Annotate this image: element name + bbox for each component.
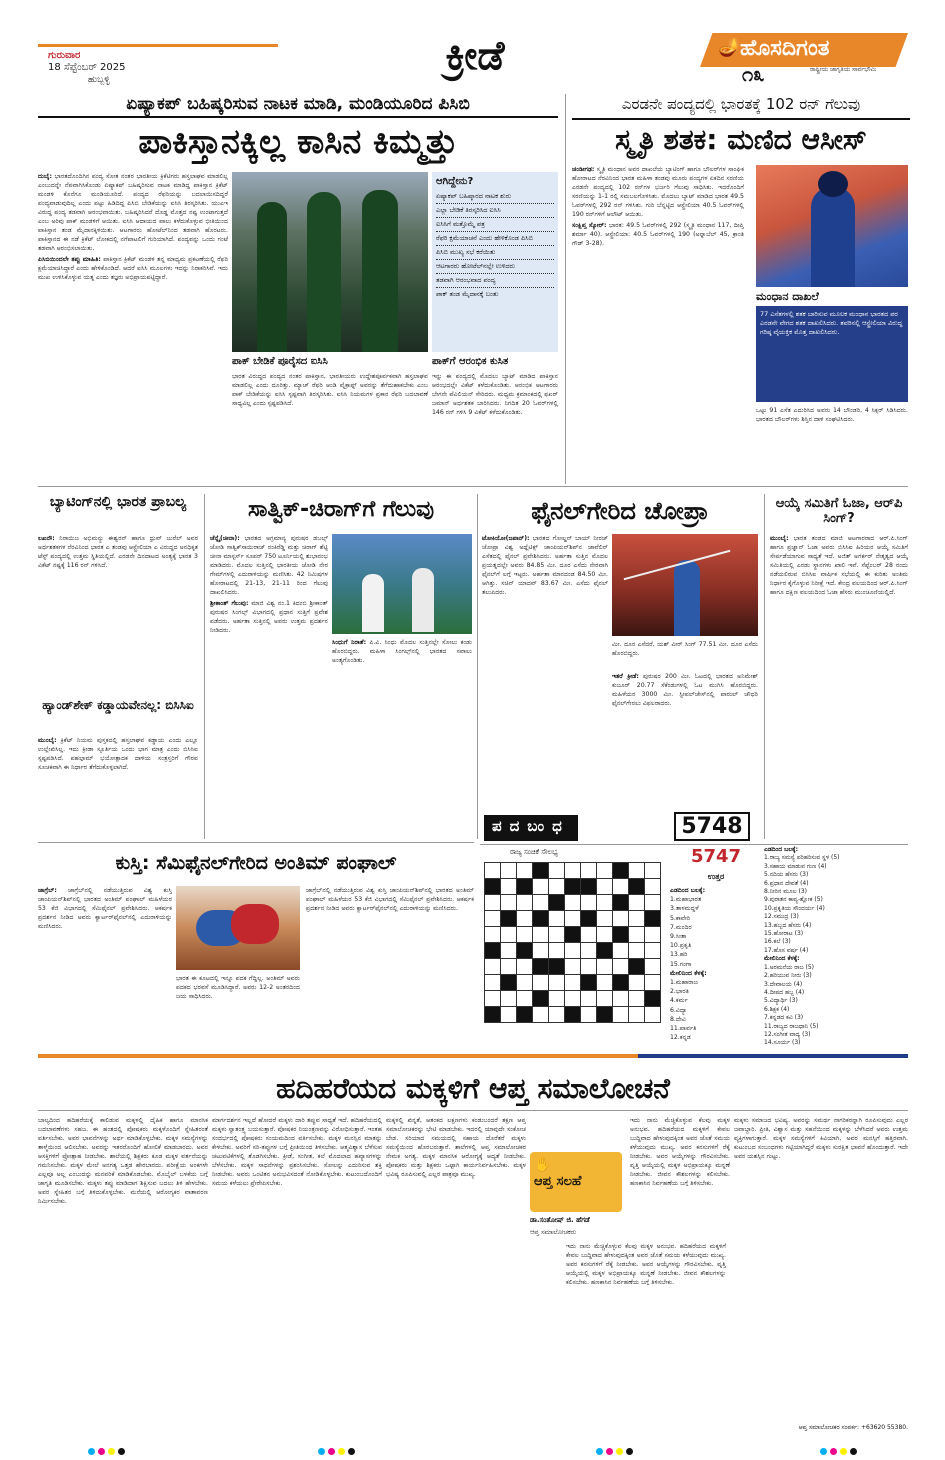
story8-text: ಜಾಗ್ರೆಬ್‌ನಲ್ಲಿ ನಡೆಯುತ್ತಿರುವ ವಿಶ್ವ ಕುಸ್ತಿ ಚಾಂಪಿಯನ್‌ಶಿಪ್‌ನಲ್ಲಿ ಭಾರತದ ಅಂತಿಮ್ ಪಂಘಾಲ್ ಮಹಿಳೆಯರ 53 ಕೆಜಿ ವಿಭಾಗದಲ್ಲಿ ಸೆಮಿಫೈನಲ್ ಪ್ರವೇಶಿಸಿದರು. ಆಕರ್ಷಕ ಪ್ರದರ್ಶನ ನೀಡಿದ ಅವರು ಕ್ವಾರ್ಟರ್‌ಫೈನಲ್‌ನಲ್ಲಿ ಎದುರಾಳಿಯನ್ನು ಮಣಿಸಿದರು. bbox=[38, 887, 172, 930]
clue-item: 5.ನದಿಯ ಹೆಸರು (3) bbox=[764, 871, 809, 879]
player-2 bbox=[307, 192, 341, 352]
print-registration-dots bbox=[820, 1440, 860, 1459]
story5-text: ಭಾರತದ ಅಗ್ರಮಾನ್ಯ ಪುರುಷರ ಡಬಲ್ಸ್ ಜೋಡಿ ಸಾತ್ವಿಕ್‌ಸಾಯಿರಾಜ್ ರಂಕಿರೆಡ್ಡಿ ಮತ್ತು ಚಿರಾಗ್ ಶೆಟ್ಟಿ ಚೀನಾ ಮಾಸ್ಟರ್ಸ್ ಸೂಪರ್ 750 ಟೂರ್ನಿಯಲ್ಲಿ ಶುಭಾರಂಭ ಮಾಡಿದರು. ಮೊದಲ ಸುತ್ತಿನಲ್ಲಿ ಭಾರತೀಯ ಜೋಡಿ ನೇರ ಗೇಮ್‌ಗಳಲ್ಲಿ ಎದುರಾಳಿಯನ್ನು ಮಣಿಸಿತು. 42 ನಿಮಿಷಗಳ ಹೋರಾಟದಲ್ಲಿ 21-13, 21-11 ರಿಂದ ಗೆಲುವು ದಾಖಲಿಸಿದರು. bbox=[210, 535, 328, 596]
story5-dateline: ಚೆನ್ನೈ(ಚೀನಾ): bbox=[210, 535, 240, 542]
story3-text: ನಿರಾಯಿಜ ಅಭಿಮನ್ಯು ಈಶ್ವರನ್ ಹಾಗೂ ಧ್ರುವ್ ಜುರೆಲ್ ಅವರ ಅರ್ಧಶತಕಗಳ ನೆರವಿನಿಂದ ಭಾರತ ಎ ತಂಡವು ಆಸ್ಟ್ರೇಲಿಯಾ ಎ ವಿರುದ್ಧದ ಅನಧಿಕೃತ ಟೆಸ್ಟ್ ಪಂದ್ಯದಲ್ಲಿ ಉತ್ತಮ ಸ್ಥಿತಿಯಲ್ಲಿದೆ. ಎರಡನೇ ದಿನದಾಟದ ಅಂತ್ಯಕ್ಕೆ ಭಾರತ 3 ವಿಕೆಟ್ ನಷ್ಟಕ್ಕೆ 116 ರನ್ ಗಳಿಸಿದೆ. bbox=[38, 535, 198, 569]
story4-dateline: ಮುಂಬೈ: bbox=[38, 737, 57, 744]
story8-body bbox=[38, 886, 172, 1046]
clue-item: 12.ಸಂಗೀತ ವಾದ್ಯ (3) bbox=[764, 1030, 811, 1038]
answer-item: 12.ಕನ್ನಡ bbox=[670, 1034, 691, 1042]
answers-across-title: ಎಡದಿಂದ ಬಲಕ್ಕೆ: bbox=[670, 887, 706, 894]
clue-item: 3.ಸಹಾಯ ಮಾಡುವ ಗುಣ (4) bbox=[764, 862, 827, 870]
clue-item: 1.ರಾಜ್ಯ ಸಮಸ್ಯೆ ಪರಿಹರಿಸುವ ಸ್ಥಳ (5) bbox=[764, 854, 840, 862]
chopra-photo bbox=[612, 534, 758, 636]
lamp-icon: 🪔 bbox=[718, 37, 741, 58]
player-2 bbox=[412, 568, 434, 632]
story9-col1: ಬಾಲ್ಯದಿಂದ ಹದಿಹರೆಯಕ್ಕೆ ಕಾಲಿಡುವ ಮಕ್ಕಳಲ್ಲಿ ದೈಹಿಕ ಹಾಗೂ ಮಾನಸಿಕ ಬದಲಾವಣೆಗಳು ಸಹಜ. ಈ ಹಂತದಲ್ಲಿ ಪೋಷಕರು ಮಕ್ಕಳೊಂದಿಗೆ ಸ್ನೇಹಿತರಂತೆ ವರ್ತಿಸಬೇಕು. ಅವರ ಭಾವನೆಗಳನ್ನು ಅರ್ಥ ಮಾಡಿಕೊಳ್ಳಬೇಕು. ಮಕ್ಕಳ ಸಮಸ್ಯೆಗಳನ್ನು ತಾಳ್ಮೆಯಿಂದ ಆಲಿಸಬೇಕು. ಅವರನ್ನು ಇತರರೊಂದಿಗೆ ಹೋಲಿಕೆ ಮಾಡಬಾರದು. ಅವರ ಆಸಕ್ತಿಗಳಿಗೆ ಪ್ರೋತ್ಸಾಹ ನೀಡಬೇಕು. ಶಾಲೆಯಲ್ಲಿ ಶಿಕ್ಷಕರು ಕೂಡ ಮಕ್ಕಳ ವರ್ತನೆಯನ್ನು ಗಮನಿಸಬೇಕು. ಮಕ್ಕಳ ಮೇಲೆ ಅನಗತ್ಯ ಒತ್ತಡ ಹೇರಬಾರದು. ಪರೀಕ್ಷೆಯ ಅಂಕಗಳೇ ಎಲ್ಲವೂ ಅಲ್ಲ ಎಂಬುದನ್ನು ಮನವರಿಕೆ ಮಾಡಿಕೊಡಬೇಕು. ಮೊಬೈಲ್ ಬಳಕೆಯ ಬಗ್ಗೆ ಜಾಗೃತಿ ಮೂಡಿಸಬೇಕು. ಮಕ್ಕಳು ತಪ್ಪು ಮಾಡಿದಾಗ ಶಿಕ್ಷಿಸುವ ಬದಲು ತಿಳಿ ಹೇಳಬೇಕು. ಅವರ ಸ್ನೇಹಿತರ ಬಗ್ಗೆ ತಿಳಿದುಕೊಳ್ಳಬೇಕು. ಮನೆಯಲ್ಲಿ ಆರೋಗ್ಯಕರ ವಾತಾವರಣ ನಿರ್ಮಿಸಬೇಕು. bbox=[38, 1117, 208, 1205]
story2-dateline: ಚಂಡೀಗಢ: bbox=[572, 166, 595, 173]
story9-col5: ಮಕ್ಕಳು ಸಮಾಜದ ಭವಿಷ್ಯ. ಅವರನ್ನು ಸಮರ್ಥ ನಾಗರಿಕರನ್ನಾಗಿ ರೂಪಿಸುವುದು ಎಲ್ಲರ ಜವಾಬ್ದಾರಿ. ಪ್ರೀತಿ, ವಿಶ್ವಾಸ ಮತ್ತು ಸಹನೆಯಿಂದ ಮಕ್ಕಳನ್ನು ಬೆಳೆಸಿದರೆ ಅವರು ಉತ್ತಮ ವ್ಯಕ್ತಿಗಳಾಗುತ್ತಾರೆ. ಮಕ್ಕಳ ಸಮಸ್ಯೆಗಳಿಗೆ ಕಿವಿಯಾಗಿ, ಅವರ ಮನಸ್ಸಿಗೆ ಹತ್ತಿರವಾಗಿ. ಕುಟುಂಬದ ಸಂಬಂಧಗಳು ಗಟ್ಟಿಯಾಗಿದ್ದರೆ ಮಕ್ಕಳು ಸುರಕ್ಷಿತ ಭಾವನೆ ಹೊಂದುತ್ತಾರೆ. ಇದೇ ಅವರ ಯಶಸ್ಸಿನ ಗುಟ್ಟು. bbox=[734, 1117, 908, 1160]
story9-headline: ಹದಿಹರೆಯದ ಮಕ್ಕಳಿಗೆ ಆಪ್ತ ಸಮಾಲೋಚನೆ bbox=[276, 1072, 670, 1105]
player-1 bbox=[362, 574, 384, 632]
story5-body bbox=[210, 534, 328, 834]
clue-item: ಎಡದಿಂದ ಬಲಕ್ಕೆ: bbox=[764, 846, 799, 853]
clue-item: 3.ದೇವಾಲಯ (4) bbox=[764, 980, 803, 988]
story6-text: ಭಾರತದ ಗೋಲ್ಡನ್ ಬಾಯ್ ನೀರಜ್ ಚೋಪ್ರಾ ವಿಶ್ವ ಅಥ್ಲೆಟಿಕ್ಸ್ ಚಾಂಪಿಯನ್‌ಶಿಪ್‌ನ ಜಾವೆಲಿನ್ ಎಸೆತದಲ್ಲಿ ಫೈನಲ್ ಪ್ರವೇಶಿಸಿದರು. ಅರ್ಹತಾ ಸುತ್ತಿನ ಮೊದಲ ಪ್ರಯತ್ನದಲ್ಲೇ ಅವರು 84.85 ಮೀ. ದೂರ ಎಸೆದು ನೇರವಾಗಿ ಫೈನಲ್‌ಗೆ ಲಗ್ಗೆ ಇಟ್ಟರು. ಅರ್ಹತಾ ಮಾನದಂಡ 84.50 ಮೀ. ಆಗಿತ್ತು. ಸಚಿನ್ ಯಾದವ್ 83.67 ಮೀ. ಎಸೆದು ಫೈನಲ್ ತಲುಪಿದರು. bbox=[482, 535, 608, 596]
page-number: ೧೩ bbox=[742, 62, 765, 86]
answer-item: 5.ಕಾವೇರಿ bbox=[670, 914, 691, 922]
story2-kicker: ಎರಡನೇ ಪಂದ್ಯದಲ್ಲಿ ಭಾರತಕ್ಕೆ 102 ರನ್ ಗೆಲುವು bbox=[621, 95, 861, 113]
divider bbox=[38, 842, 474, 843]
clue-item: 5.ವಿದ್ಯಾರ್ಥಿ (3) bbox=[764, 997, 798, 1005]
puzzle-clue-label: ರಾಜ್ಯ ಸಂಚಿಕೆ ಸೌಲಭ್ಯ bbox=[510, 848, 558, 856]
sidebox-item: ಐಸಿಸಿಗೆ ಮತ್ತೊಮ್ಮೆ ಪತ್ರ bbox=[436, 218, 554, 232]
answer-item: 13.ಹರಿ bbox=[670, 951, 688, 959]
story2-body bbox=[572, 165, 744, 480]
story3-body bbox=[38, 534, 198, 694]
story4-headline: ಹ್ಯಾಂಡ್‌ಶೇಕ್ ಕಡ್ಡಾಯವೇನಲ್ಲ: ಬಿಸಿಸಿಐ bbox=[42, 698, 194, 712]
answer-item: 10.ಪ್ರಕೃತಿ bbox=[670, 942, 692, 950]
story2-sub: ಸಂಕ್ಷಿಪ್ತ ಸ್ಕೋರ್: bbox=[572, 222, 607, 229]
story6-caption: ಮೀ. ದೂರ ಎಸೆದರೆ, ಯಶ್ ವೀರ್ ಸಿಂಗ್ 77.51 ಮೀ. ದೂರ ಎಸೆದು ಹೊರಬಿದ್ದರು. bbox=[612, 641, 758, 657]
handshake-icon: ✋ bbox=[534, 1157, 552, 1173]
clue-item: 10.ಪ್ರಕೃತಿಯ ಸೌಂದರ್ಯ (4) bbox=[764, 904, 825, 912]
story5-sub2: ಸಿಂಧುಗೆ ನಿರಾಶೆ: bbox=[332, 639, 367, 646]
helmet bbox=[818, 171, 848, 197]
story7-body bbox=[770, 534, 908, 834]
puzzle-title-box bbox=[484, 815, 664, 841]
section-divider-blue bbox=[638, 1054, 908, 1058]
clue-item: 11.ರಾಜ್ಯದ ರಾಜಧಾನಿ (5) bbox=[764, 1022, 819, 1030]
puzzle-clues bbox=[764, 846, 908, 1046]
crossword-grid[interactable] bbox=[484, 862, 661, 1023]
story2-text: ಸ್ಮೃತಿ ಮಂಧಾನ ಅವರ ದಾಖಲೆಯ ಬ್ಯಾಟಿಂಗ್ ಹಾಗೂ ಬೌಲರ್‌ಗಳ ಸಾಂಘಿಕ ಹೋರಾಟದ ನೆರವಿನಿಂದ ಭಾರತ ಮಹಿಳಾ ತಂಡವು ಮೂರು ಪಂದ್ಯಗಳ ಏಕದಿನ ಸರಣಿಯ ಎರಡನೇ ಪಂದ್ಯದಲ್ಲಿ 102 ರನ್‌ಗಳ ಭರ್ಜರಿ ಗೆಲುವು ಸಾಧಿಸಿತು. ಇದರೊಂದಿಗೆ ಸರಣಿಯನ್ನು 1-1 ರಲ್ಲಿ ಸಮಬಲಗೊಳಿಸಿತು. ಮೊದಲು ಬ್ಯಾಟ್ ಮಾಡಿದ ಭಾರತ 49.5 ಓವರ್‌ಗಳಲ್ಲಿ 292 ರನ್ ಗಳಿಸಿತು. ಗುರಿ ಬೆನ್ನಟ್ಟಿದ ಆಸ್ಟ್ರೇಲಿಯಾ 40.5 ಓವರ್‌ಗಳಲ್ಲಿ 190 ರನ್‌ಗಳಿಗೆ ಆಲೌಟ್ ಆಯಿತು. bbox=[572, 166, 744, 218]
clue-item: 6.ಶಿಕ್ಷಕ (4) bbox=[764, 1005, 790, 1013]
clue-item: 15.ಹೋರಾಟ (3) bbox=[764, 930, 804, 938]
answer-item: 11.ಪಾರ್ವತಿ bbox=[670, 1025, 697, 1033]
story2-text2: ಭಾರತ: 49.5 ಓವರ್‌ಗಳಲ್ಲಿ 292 (ಸ್ಮೃತಿ ಮಂಧಾನ 117, ದೀಪ್ತಿ ಶರ್ಮಾ 40). ಆಸ್ಟ್ರೇಲಿಯಾ: 40.5 ಓವರ್‌ಗಳಲ್ಲಿ 190 (ಅನ್ನಾಬೆಲ್ 45, ಕ್ರಾಂತಿ ಗೌಡ್ 3-28). bbox=[572, 222, 744, 247]
answer-item: 4.ಕರ್ಮ bbox=[670, 997, 688, 1005]
answer-item: 15.ಗಂಗಾ bbox=[670, 960, 692, 968]
masthead bbox=[0, 0, 945, 88]
column-author-role: ಆಪ್ತ ಸಮಾಲೋಚಕರು bbox=[530, 1228, 577, 1236]
clue-item: 14.ಸೂರ್ಯ (3) bbox=[764, 1039, 801, 1046]
paper-name: ಹೊಸದಿಗಂತ bbox=[740, 36, 830, 61]
puzzle-answer-label: ಉತ್ತರ bbox=[707, 872, 725, 881]
answer-item: 6.ವಿದ್ಯಾ bbox=[670, 1006, 687, 1014]
athlete bbox=[674, 560, 700, 636]
story1-text2: ಪಾಕಿಸ್ತಾನ ಕ್ರಿಕೆಟ್ ಮಂಡಳಿ ತನ್ನ ಮಾಧ್ಯಮ ಪ್ರಕಟಣೆಯಲ್ಲಿ ರೆಫರಿ ಕ್ಷಮೆಯಾಚಿಸಿದ್ದಾರೆ ಎಂದು ಹೇಳಿಕೊಂಡಿದೆ. ಆದರೆ ಐಸಿಸಿ ಮೂಲಗಳು ಇದನ್ನು ನಿರಾಕರಿಸಿವೆ. ಇದು ಮುಖ ಉಳಿಸಿಕೊಳ್ಳುವ ಯತ್ನ ಎಂದು ತಜ್ಞರು ಅಭಿಪ್ರಾಯಪಟ್ಟಿದ್ದಾರೆ. bbox=[38, 256, 228, 281]
story9-col4: ಇದು ನಾನು ಮೆಚ್ಚಿಕೊಳ್ಳುವ ಕೆಲವು ಮಕ್ಕಳ ಅನುಭವ. ಹದಿಹರೆಯದ ಮಕ್ಕಳಿಗೆ ಕೇವಲ ಬುದ್ಧಿವಾದ ಹೇಳುವುದಕ್ಕಿಂತ ಅವರ ಜೊತೆ ಸಮಯ ಕಳೆಯುವುದು ಮುಖ್ಯ. ಅವರ ಕನಸುಗಳಿಗೆ ರೆಕ್ಕೆ ನೀಡಬೇಕು. ಅವರ ಆಯ್ಕೆಗಳನ್ನು ಗೌರವಿಸಬೇಕು. ವೃತ್ತಿ ಆಯ್ಕೆಯಲ್ಲಿ ಮಕ್ಕಳ ಅಭಿಪ್ರಾಯಕ್ಕೂ ಮನ್ನಣೆ ನೀಡಬೇಕು. ಜೀವನ ಕೌಶಲಗಳನ್ನು ಕಲಿಸಬೇಕು. ಹಣಕಾಸಿನ ನಿರ್ವಹಣೆಯ ಬಗ್ಗೆ ತಿಳಿಸಬೇಕು. bbox=[566, 1243, 726, 1286]
divider bbox=[38, 486, 908, 487]
column-logo-text: ಆಪ್ತ ಸಲಹೆ bbox=[534, 1174, 582, 1189]
answer-item: 8.ದೇವಿ bbox=[670, 1015, 686, 1023]
clue-item: 13.ಹಬ್ಬದ ಹೆಸರು (4) bbox=[764, 921, 812, 929]
story5-sub1: ಶ್ರೀಕಾಂತ್ ಗೆಲುವು: bbox=[210, 600, 249, 607]
masthead-city: ಹುಬ್ಬಳ್ಳಿ bbox=[88, 75, 110, 85]
story1-caption-title: ಪಾಕ್ ಬೇಡಿಕೆ ಪೂರೈಸದ ಐಸಿಸಿ bbox=[232, 356, 328, 367]
sidebox-item: ಪಾಕ್ ತಂಡ ಮೈದಾನಕ್ಕೆ ಬಂತು bbox=[436, 290, 499, 298]
wrestler-2 bbox=[231, 904, 279, 944]
answers-down-title: ಮೇಲಿನಿಂದ ಕೆಳಕ್ಕೆ: bbox=[670, 969, 707, 977]
story6-body bbox=[482, 534, 608, 834]
story3-headline: ಬ್ಯಾಟಿಂಗ್‌ನಲ್ಲಿ ಭಾರತ ಪ್ರಾಬಲ್ಯ bbox=[49, 494, 187, 510]
story6-body2 bbox=[612, 672, 758, 834]
column-logo bbox=[530, 1152, 622, 1212]
story8-dateline: ಜಾಗ್ರೆಬ್: bbox=[38, 887, 57, 894]
story9-col3: ಮಕ್ಕಳಲ್ಲಿ ಖಿನ್ನತೆ, ಆತಂಕದ ಲಕ್ಷಣಗಳು ಕಂಡುಬಂದರೆ ತಕ್ಷಣ ಆಪ್ತ ಸಮಾಲೋಚಕರನ್ನು ಭೇಟಿ ಮಾಡಬೇಕು. ಇದರಲ್ಲಿ ಯಾವುದೇ ಸಂಕೋಚ ಬೇಡ. ಸರಿಯಾದ ಸಮಯದಲ್ಲಿ ಸಹಾಯ ದೊರೆತರೆ ಮಕ್ಕಳು ಸಮಸ್ಯೆಯಿಂದ ಹೊರಬರುತ್ತಾರೆ. ಶಾಲೆಗಳಲ್ಲಿ ಆಪ್ತ ಸಮಾಲೋಚಕರ ನೇಮಕ ಅಗತ್ಯ. ಮಕ್ಕಳ ಮಾನಸಿಕ ಆರೋಗ್ಯಕ್ಕೆ ಆದ್ಯತೆ ನೀಡಬೇಕು. ಪೋಷಕರು ಮತ್ತು ಶಿಕ್ಷಕರು ಒಟ್ಟಾಗಿ ಕಾರ್ಯನಿರ್ವಹಿಸಬೇಕು. ಮಕ್ಕಳ ಭವಿಷ್ಯ ರೂಪಿಸುವಲ್ಲಿ ಎಲ್ಲರ ಪಾತ್ರವೂ ಮುಖ್ಯ. bbox=[386, 1117, 526, 1178]
section-divider-orange bbox=[38, 1054, 638, 1058]
answer-item: 1.ಮಹಾಭಾರತ bbox=[670, 896, 702, 904]
story1-box2-title: ಪಾಕ್‌ಗೆ ಆರಂಭಿಕ ಕುಸಿತ bbox=[432, 356, 509, 367]
clue-item: 12.ಸಮುದ್ರ (3) bbox=[764, 913, 799, 921]
story5-text2: ಮಾಜಿ ವಿಶ್ವ ನಂ.1 ಕಿದಂಬಿ ಶ್ರೀಕಾಂತ್ ಪುರುಷರ ಸಿಂಗಲ್ಸ್ ವಿಭಾಗದಲ್ಲಿ ಪ್ರಧಾನ ಸುತ್ತಿಗೆ ಪ್ರವೇಶ ಪಡೆದರು. ಅರ್ಹತಾ ಸುತ್ತಿನಲ್ಲಿ ಅವರು ಉತ್ತಮ ಪ್ರದರ್ಶನ ನೀಡಿದರು. bbox=[210, 600, 328, 634]
divider bbox=[204, 494, 205, 839]
answer-item: 1.ಮಹಾರಾಜ bbox=[670, 979, 698, 987]
sidebox-item: ಎಲ್ಲಾ ಬೇಡಿಕೆ ತಿರಸ್ಕರಿಸಿದ ಐಸಿಸಿ bbox=[436, 204, 554, 218]
story2-tail: ಒಟ್ಟು 91 ಎಸೆತ ಎದುರಿಸಿದ ಅವರು 14 ಬೌಂಡರಿ, 4 ಸಿಕ್ಸರ್ ಸಿಡಿಸಿದರು. ಭಾರತದ ಬೌಲರ್‌ಗಳು ಶಿಸ್ತಿನ ದಾಳಿ ಸಂಘಟಿಸಿದರು. bbox=[756, 407, 908, 423]
sidebox-item: ರೆಫರಿ ಕ್ಷಮೆಯಾಚನೆ ಎಂದು ಹೇಳಿಕೊಂಡ ಪಿಸಿಬಿ bbox=[436, 232, 554, 246]
story1-caption-body: ಭಾರತ ವಿರುದ್ಧದ ಪಂದ್ಯದ ನಂತರ ಪಾಕಿಸ್ತಾನ, ಭಾರತೀಯರು ಉದ್ದೇಶಪೂರ್ವಕವಾಗಿ ಹಸ್ತಲಾಘವ ಮಾಡಲಿಲ್ಲ ಎಂದು ದೂರಿತ್ತು. ಮ್ಯಾಚ್ ರೆಫರಿ ಆಂಡಿ ಪೈಕ್ರಾಫ್ಟ್ ಅವರನ್ನು ತೆಗೆದುಹಾಕಬೇಕು ಎಂಬ ಪಾಕ್ ಬೇಡಿಕೆಯನ್ನು ಐಸಿಸಿ ಸ್ಪಷ್ಟವಾಗಿ ತಿರಸ್ಕರಿಸಿತು. ಐಸಿಸಿ ನಿಯಮಗಳ ಪ್ರಕಾರ ರೆಫರಿ ಬದಲಾವಣೆ ಸಾಧ್ಯವಿಲ್ಲ ಎಂದು ಸ್ಪಷ್ಟಪಡಿಸಿದೆ. bbox=[232, 373, 428, 407]
clue-item: 6.ಪ್ರಧಾನ ದೇವತೆ (4) bbox=[764, 879, 809, 887]
player-3 bbox=[362, 190, 398, 352]
divider bbox=[764, 494, 765, 839]
print-registration-dots bbox=[596, 1440, 636, 1459]
answer-item: 3.ತಾಳಮದ್ದಳೆ bbox=[670, 905, 699, 913]
story1-sub: ಪಿಸಿಬಿಯಿಂದಲೇ ತಪ್ಪು ಮಾಹಿತಿ: bbox=[38, 256, 101, 263]
puzzle-number: 5748 bbox=[674, 812, 750, 841]
sidebox-item: ಆಟಗಾರರು ಹೋಟೆಲ್‌ನಲ್ಲೇ ಉಳಿದರು bbox=[436, 260, 554, 274]
puzzle-answers bbox=[670, 886, 760, 1046]
story1-box2-body: ಇನ್ನು ಈ ಪಂದ್ಯದಲ್ಲಿ ಮೊದಲು ಬ್ಯಾಟ್ ಮಾಡಿದ ಪಾಕಿಸ್ತಾನ ಆರಂಭದಲ್ಲೇ ವಿಕೆಟ್ ಕಳೆದುಕೊಂಡಿತು. ಆರಂಭಿಕ ಆಟಗಾರರು ಬೇಗನೇ ಪೆವಿಲಿಯನ್ ಸೇರಿದರು. ಮಧ್ಯಮ ಕ್ರಮಾಂಕದಲ್ಲಿ ಫಖರ್ ಜಮಾನ್ ಅರ್ಧಶತಕ ಬಾರಿಸಿದರು. ನಿಗದಿತ 20 ಓವರ್‌ಗಳಲ್ಲಿ 146 ರನ್ ಗಳಿಸಿ 9 ವಿಕೆಟ್ ಕಳೆದುಕೊಂಡಿತು. bbox=[432, 373, 558, 416]
story6-dateline: ಟೋಕಿಯೋ(ಜಪಾನ್): bbox=[482, 535, 530, 542]
story2-headline: ಸ್ಮೃತಿ ಶತಕ: ಮಣಿದ ಆಸೀಸ್ bbox=[572, 118, 910, 157]
sidebox-item: ಏಷ್ಯಾಕಪ್ ಬಹಿಷ್ಕಾರದ ನಾಟಕ ಶುರು bbox=[436, 190, 554, 204]
clue-item: 16.ಕಲೆ (3) bbox=[764, 938, 791, 946]
clue-item: 1.ಅರಮನೆಯ ರಾಜ (5) bbox=[764, 963, 815, 971]
wrestling-photo bbox=[176, 886, 300, 970]
story9-col2: ಮಾರ್ಗದರ್ಶನ ಇಲ್ಲದೆ ಹೋದರೆ ಮಕ್ಕಳು ದಾರಿ ತಪ್ಪುವ ಸಾಧ್ಯತೆ ಇದೆ. ಹದಿಹರೆಯದಲ್ಲಿ ಮಕ್ಕಳು ಸ್ವಾತಂತ್ರ್ಯ ಬಯಸುತ್ತಾರೆ. ಪೋಷಕರ ನಿಯಂತ್ರಣವನ್ನು ವಿರೋಧಿಸುತ್ತಾರೆ. ಇಂತಹ ಸಂದರ್ಭದಲ್ಲಿ ಪೋಷಕರು ಸಂಯಮದಿಂದ ವರ್ತಿಸಬೇಕು. ಮಕ್ಕಳ ಮನಸ್ಸಿನ ಮಾತನ್ನು ಕೇಳಬೇಕು. ಅವರಿಗೆ ಸರಿ-ತಪ್ಪುಗಳ ಬಗ್ಗೆ ಪ್ರೀತಿಯಿಂದ ತಿಳಿಸಬೇಕು. ಆತ್ಮವಿಶ್ವಾಸ ಬೆಳೆಸುವ ಚಟುವಟಿಕೆಗಳಲ್ಲಿ ತೊಡಗಿಸಬೇಕು. ಕ್ರೀಡೆ, ಸಂಗೀತ, ಕಲೆ ಮೊದಲಾದ ಹವ್ಯಾಸಗಳನ್ನು ಬೆಳೆಸಬೇಕು. ಮಕ್ಕಳ ಸಾಧನೆಗಳನ್ನು ಪ್ರಶಂಸಿಸಬೇಕು. ಸೋಲನ್ನು ಎದುರಿಸುವ ಶಕ್ತಿ ನೀಡಬೇಕು. ಅವರು ಒಂಟಿತನ ಅನುಭವಿಸದಂತೆ ನೋಡಿಕೊಳ್ಳಬೇಕು. ಕುಟುಂಬದೊಂದಿಗೆ ಸಮಯ ಕಳೆಯಲು ಪ್ರೇರೇಪಿಸಬೇಕು. bbox=[212, 1117, 382, 1187]
story8-headline: ಕುಸ್ತಿ: ಸೆಮಿಫೈನಲ್‌ಗೇರಿದ ಅಂತಿಮ್ ಪಂಘಾಲ್ bbox=[115, 852, 397, 874]
clue-item: ಮೇಲಿನಿಂದ ಕೆಳಕ್ಕೆ: bbox=[764, 955, 800, 963]
pakistan-team-photo bbox=[232, 172, 428, 352]
story2-box-body: 77 ಎಸೆತಗಳಲ್ಲಿ ಶತಕ ಬಾರಿಸುವ ಮೂಲಕ ಮಂಧಾನ ಭಾರತದ ಪರ ಎರಡನೇ ವೇಗದ ಶತಕ ದಾಖಲಿಸಿದರು. ತವರಿನಲ್ಲಿ ಆಸ್ಟ್ರೇಲಿಯಾ ವಿರುದ್ಧ ಗರಿಷ್ಠ ವೈಯಕ್ತಿಕ ಮೊತ್ತ ದಾಖಲಿಸಿದರು. bbox=[760, 310, 903, 336]
clue-item: 8.ನೀರಿನ ಮೂಲ (3) bbox=[764, 888, 808, 896]
story6-text2: ಪುರುಷರ 200 ಮೀ. ಓಟದಲ್ಲಿ ಭಾರತದ ಅನಿಮೇಶ್ ಕುಜೂರ್ 20.77 ಸೆಕೆಂಡುಗಳಲ್ಲಿ ಓಟ ಮುಗಿಸಿ ಹೊರಬಿದ್ದರು. ಮಹಿಳೆಯರ 3000 ಮೀ. ಸ್ಟೀಪಲ್‌ಚೇಸ್‌ನಲ್ಲಿ ಪಾರುಲ್ ಚೌಧರಿ ಫೈನಲ್‌ಗೇರಲು ವಿಫಲರಾದರು. bbox=[612, 673, 758, 707]
story1-headline: ಪಾಕಿಸ್ತಾನಕ್ಕಿಲ್ಲ ಕಾಸಿನ ಕಿಮ್ಮತ್ತು bbox=[138, 122, 458, 162]
story1-dateline: ದುಬೈ: bbox=[38, 173, 52, 180]
story7-dateline: ಮುಂಬೈ: bbox=[770, 535, 789, 542]
sidebox-title: ಆಗಿದ್ದೇನು? bbox=[436, 176, 474, 187]
masthead-date: 18 ಸೆಪ್ಟೆಂಬರ್ 2025 bbox=[48, 62, 126, 73]
story1-text: ಭಾರತದೊಂದಿಗಿನ ಪಂದ್ಯ ಸೋತ ನಂತರ ಭಾರತೀಯ ಕ್ರಿಕೆಟಿಗರು ಹಸ್ತಲಾಘವ ಮಾಡಲಿಲ್ಲ ಎಂಬುದನ್ನೇ ನೆಪವಾಗಿಸಿಕೊಂಡು ಏಷ್ಯಾಕಪ್ ಬಹಿಷ್ಕರಿಸುವ ನಾಟಕ ಮಾಡಿದ್ದ ಪಾಕಿಸ್ತಾನ ಕ್ರಿಕೆಟ್ ಮಂಡಳಿ ಕೊನೆಗೂ ಮಂಡಿಯೂರಿದೆ. ಪಂದ್ಯದ ರೆಫರಿಯನ್ನು ಬದಲಾಯಿಸದಿದ್ದರೆ ಪಂದ್ಯವಾಡುವುದಿಲ್ಲ ಎಂದು ಪಟ್ಟು ಹಿಡಿದಿದ್ದ ಪಿಸಿಬಿ ಬೇಡಿಕೆಯನ್ನು ಐಸಿಸಿ ತಿರಸ್ಕರಿಸಿತು. ಯುಎಇ ವಿರುದ್ಧ ಪಂದ್ಯ ತಡವಾಗಿ ಆರಂಭವಾಯಿತು. ಬಹಿಷ್ಕರಿಸಿದರೆ ದೊಡ್ಡ ಮೊತ್ತದ ನಷ್ಟ ಉಂಟಾಗುತ್ತದೆ ಎಂಬ ಅರಿವು ಪಾಕ್ ಮಂಡಳಿಗೆ ಆಯಿತು. ಐಸಿಸಿ ಆದಾಯದ ಪಾಲು ಕಳೆದುಕೊಳ್ಳುವ ಭೀತಿಯಿಂದ ಪಾಕಿಸ್ತಾನ ತಂಡ ಮೈದಾನಕ್ಕಿಳಿಯಿತು. ಆಟಗಾರರು ಹೋಟೆಲ್‌ನಿಂದ ತಡವಾಗಿ ಹೊರಟರು. ಪಾಕಿಸ್ತಾನದ ಈ ನಡೆ ಕ್ರಿಕೆಟ್ ಲೋಕದಲ್ಲಿ ನಗೆಪಾಟಲಿಗೆ ಗುರಿಯಾಗಿದೆ. ಪಂದ್ಯವನ್ನು ಒಂದು ಗಂಟೆ ತಡವಾಗಿ ಆರಂಭಿಸಲಾಯಿತು. bbox=[38, 173, 228, 252]
masthead-day: ಗುರುವಾರ bbox=[48, 50, 81, 61]
story3-dateline: ಲಖನೌ: bbox=[38, 535, 55, 542]
story4-text: ಕ್ರಿಕೆಟ್ ನಿಯಮ ಪುಸ್ತಕದಲ್ಲಿ ಹಸ್ತಲಾಘವ ಕಡ್ಡಾಯ ಎಂದು ಎಲ್ಲೂ ಉಲ್ಲೇಖಿಸಿಲ್ಲ. ಇದು ಕ್ರೀಡಾ ಸ್ಫೂರ್ತಿಯ ಒಂದು ಭಾಗ ಮಾತ್ರ ಎಂದು ಬಿಸಿಸಿಐ ಸ್ಪಷ್ಟಪಡಿಸಿದೆ. ಪಹಲ್ಗಾಮ್ ಭಯೋತ್ಪಾದಕ ದಾಳಿಯ ಸಂತ್ರಸ್ತರಿಗೆ ಗೌರವ ಸೂಚಕವಾಗಿ ಈ ನಿರ್ಧಾರ ತೆಗೆದುಕೊಳ್ಳಲಾಗಿದೆ. bbox=[38, 737, 198, 771]
story1-kicker: ಏಷ್ಯಾಕಪ್ ಬಹಿಷ್ಕರಿಸುವ ನಾಟಕ ಮಾಡಿ, ಮಂಡಿಯೂರಿದ ಪಿಸಿಬಿ bbox=[38, 94, 558, 118]
divider bbox=[477, 494, 478, 839]
section-title: ಕ್ರೀಡೆ bbox=[445, 33, 505, 79]
story7-text: ಭಾರತ ತಂಡದ ಮಾಜಿ ಆಟಗಾರರಾದ ಆರ್.ಪಿ.ಸಿಂಗ್ ಹಾಗೂ ಪ್ರಜ್ಞಾನ್ ಓಜಾ ಅವರು ಬಿಸಿಸಿಐ ಹಿರಿಯರ ಆಯ್ಕೆ ಸಮಿತಿಗೆ ಸೇರ್ಪಡೆಯಾಗುವ ಸಾಧ್ಯತೆ ಇದೆ. ಅಜಿತ್ ಅಗರ್ಕರ್ ನೇತೃತ್ವದ ಆಯ್ಕೆ ಸಮಿತಿಯಲ್ಲಿ ಎರಡು ಸ್ಥಾನಗಳು ಖಾಲಿ ಇವೆ. ಸೆಪ್ಟೆಂಬರ್ 28 ರಂದು ನಡೆಯಲಿರುವ ಬಿಸಿಸಿಐ ವಾರ್ಷಿಕ ಸಭೆಯಲ್ಲಿ ಈ ಕುರಿತು ಅಂತಿಮ ನಿರ್ಧಾರ ಕೈಗೊಳ್ಳುವ ನಿರೀಕ್ಷೆ ಇದೆ. ಕೇಂದ್ರ ವಲಯದಿಂದ ಆರ್.ಪಿ.ಸಿಂಗ್ ಹಾಗೂ ದಕ್ಷಿಣ ವಲಯದಿಂದ ಓಜಾ ಹೆಸರು ಮುಂಚೂಣಿಯಲ್ಲಿದೆ. bbox=[770, 535, 908, 596]
sidebox-item: ಪಿಸಿಬಿ ಮುಖ್ಯ ಸಭೆ ಕರೆಯಿತು bbox=[436, 246, 554, 260]
player-1 bbox=[257, 202, 287, 352]
print-registration-dots bbox=[88, 1440, 128, 1459]
story8-body-col3: ಜಾಗ್ರೆಬ್‌ನಲ್ಲಿ ನಡೆಯುತ್ತಿರುವ ವಿಶ್ವ ಕುಸ್ತಿ ಚಾಂಪಿಯನ್‌ಶಿಪ್‌ನಲ್ಲಿ ಭಾರತದ ಅಂತಿಮ್ ಪಂಘಾಲ್ ಮಹಿಳೆಯರ 53 ಕೆಜಿ ವಿಭಾಗದಲ್ಲಿ ಸೆಮಿಫೈನಲ್ ಪ್ರವೇಶಿಸಿದರು. ಆಕರ್ಷಕ ಪ್ರದರ್ಶನ ನೀಡಿದ ಅವರು ಕ್ವಾರ್ಟರ್‌ಫೈನಲ್‌ನಲ್ಲಿ ಎದುರಾಳಿಯನ್ನು ಮಣಿಸಿದರು. bbox=[306, 887, 474, 912]
story4-body bbox=[38, 736, 198, 836]
divider bbox=[38, 1110, 908, 1111]
column-author: ಡಾ.ಸಂತೋಷ್ ಜಿ. ಹೆಗಡೆ bbox=[530, 1216, 590, 1224]
sidebox-item: ತಡವಾಗಿ ಆರಂಭವಾದ ಪಂದ್ಯ bbox=[436, 274, 554, 288]
badminton-photo bbox=[332, 534, 472, 634]
clue-item: 9.ಪುರಾತನ ಕಾವ್ಯ-ಶ್ಲೋಕ (5) bbox=[764, 896, 823, 904]
story9-contact: ಆಪ್ತ ಸಮಾಲೋಚಕರ ಸಂಪರ್ಕ: +63620 55380. bbox=[798, 1424, 908, 1431]
story5-body-col2 bbox=[332, 638, 472, 834]
story2-box bbox=[756, 306, 908, 402]
story1-body bbox=[38, 172, 228, 472]
story9-col4-top: ಇದು ನಾನು ಮೆಚ್ಚಿಕೊಳ್ಳುವ ಕೆಲವು ಮಕ್ಕಳ ಅನುಭವ. ಹದಿಹರೆಯದ ಮಕ್ಕಳಿಗೆ ಕೇವಲ ಬುದ್ಧಿವಾದ ಹೇಳುವುದಕ್ಕಿಂತ ಅವರ ಜೊತೆ ಸಮಯ ಕಳೆಯುವುದು ಮುಖ್ಯ. ಅವರ ಕನಸುಗಳಿಗೆ ರೆಕ್ಕೆ ನೀಡಬೇಕು. ಅವರ ಆಯ್ಕೆಗಳನ್ನು ಗೌರವಿಸಬೇಕು. ವೃತ್ತಿ ಆಯ್ಕೆಯಲ್ಲಿ ಮಕ್ಕಳ ಅಭಿಪ್ರಾಯಕ್ಕೂ ಮನ್ನಣೆ ನೀಡಬೇಕು. ಜೀವನ ಕೌಶಲಗಳನ್ನು ಕಲಿಸಬೇಕು. ಹಣಕಾಸಿನ ನಿರ್ವಹಣೆಯ ಬಗ್ಗೆ ತಿಳಿಸಬೇಕು. bbox=[630, 1117, 730, 1187]
story8-body-col2: ಭಾರತ ಈ ಕೂಟದಲ್ಲಿ ಇನ್ನೂ ಪದಕ ಗೆದ್ದಿಲ್ಲ. ಅಂತಿಮ್ ಅವರು ಪದಕದ ಭರವಸೆ ಮೂಡಿಸಿದ್ದಾರೆ. ಅವರು 12-2 ಅಂತರದಿಂದ ಜಯ ಸಾಧಿಸಿದರು. bbox=[176, 975, 300, 1000]
clue-item: 17.ಹೊಸ ವರ್ಷ (4) bbox=[764, 946, 809, 954]
story6-headline: ಫೈನಲ್‌ಗೇರಿದ ಚೋಪ್ರಾ bbox=[531, 497, 709, 525]
mandhana-photo bbox=[756, 165, 908, 287]
clue-item: 2.ಹರಿಯುವ ನೀರು (3) bbox=[764, 972, 812, 980]
puzzle-title: ಪದಬಂಧ bbox=[484, 815, 578, 841]
puzzle-answer-number: 5747 bbox=[690, 846, 742, 867]
story2-box-title: ಮಂಧಾನ ದಾಖಲೆ bbox=[756, 290, 819, 303]
answer-item: 2.ಭಾರತಿ bbox=[670, 988, 689, 996]
story5-text3: ಪಿ.ವಿ. ಸಿಂಧು ಮೊದಲ ಸುತ್ತಿನಲ್ಲೇ ಸೋಲು ಕಂಡು ಹೊರಬಿದ್ದರು. ಮಹಿಳಾ ಸಿಂಗಲ್ಸ್‌ನಲ್ಲಿ ಭಾರತದ ಸವಾಲು ಅಂತ್ಯಗೊಂಡಿತು. bbox=[332, 639, 472, 664]
divider bbox=[480, 844, 908, 845]
player-figure bbox=[811, 187, 855, 287]
story5-headline: ಸಾತ್ವಿಕ್-ಚಿರಾಗ್‌ಗೆ ಗೆಲುವು bbox=[247, 497, 435, 522]
divider bbox=[565, 94, 566, 484]
clue-item: 7.ಕನ್ನಡದ ಕವಿ (3) bbox=[764, 1014, 804, 1022]
paper-tagline: ರಾಷ್ಟ್ರೀಯ ಜಾಗೃತಿಯ ಸಾರ್ವಭೌಮಿ bbox=[810, 66, 877, 73]
answer-item: 7.ಮಂದಿರ bbox=[670, 923, 692, 931]
print-registration-dots bbox=[318, 1440, 358, 1459]
date-bar bbox=[38, 44, 278, 47]
story1-sidebox bbox=[432, 172, 558, 352]
clue-item: 4.ದೀಪದ ಹಬ್ಬ (4) bbox=[764, 988, 805, 996]
story7-headline: ಆಯ್ಕೆ ಸಮಿತಿಗೆ ಓಜಾ, ಆರ್‌ಪಿ ಸಿಂಗ್? bbox=[775, 496, 903, 526]
answer-item: 9.ಸೀತಾ bbox=[670, 933, 687, 941]
story6-sub: ಇತರೆ ಕ್ರೀಡೆ: bbox=[612, 673, 639, 680]
